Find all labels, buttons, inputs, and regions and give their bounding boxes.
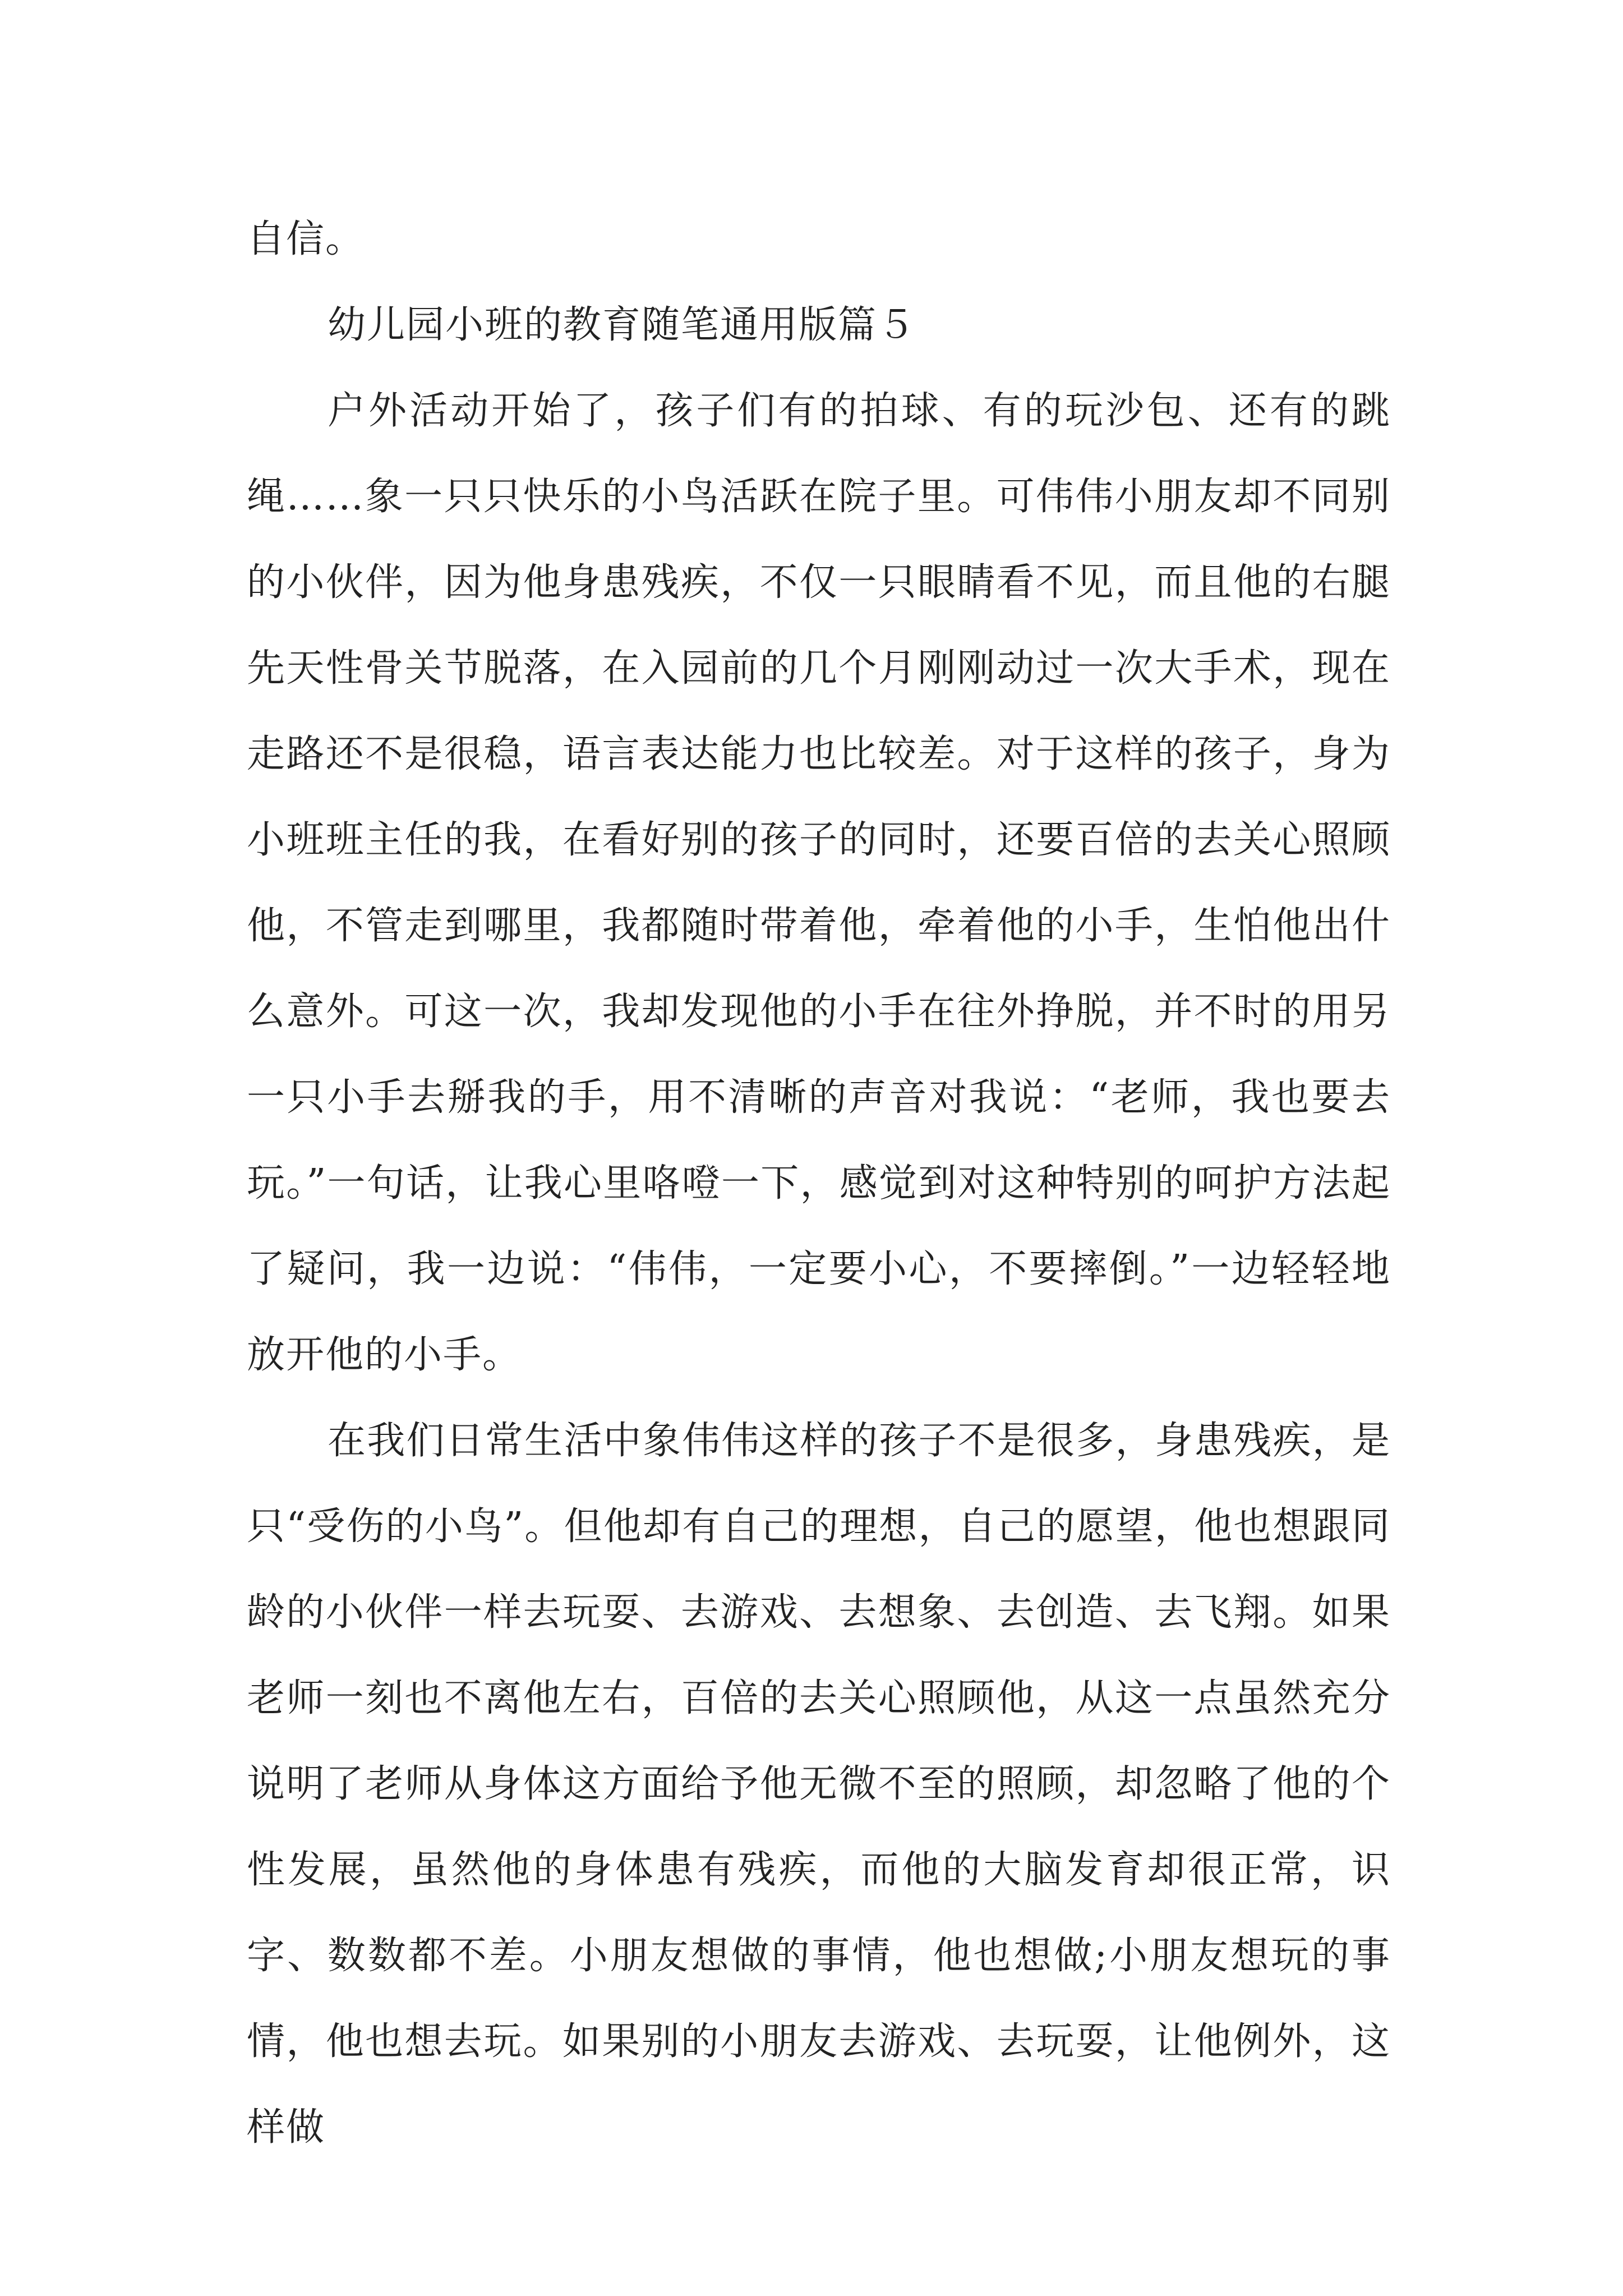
document-body [247, 196, 1391, 2170]
paragraph-1: 户外活动开始了，孩子们有的拍球、有的玩沙包、还有的跳绳……象一只只快乐的小鸟活跃在院子里。可伟伟小朋友却不同别的小伙伴，因为他身患残疾，不仅一只眼睛看不见，而且他的右腿先天性骨关节脱落，在入园前的几个月刚刚动过一次大手术，现在走路还不是很稳，语言表达能力也比较差。对于这样的孩子，身为小班班主任的我，在看好别的孩子的同时，还要百倍的去关心照顾他，不管走到哪里，我都随时带着他，牵着他的小手，生怕他出什么意外。可这一次，我却发现他的小手在往外挣脱，并不时的用另一只小手去掰我的手，用不清晰的声音对我说：“老师，我也要去玩。”一句话，让我心里咯噔一下，感觉到对这种特别的呵护方法起了疑问，我一边说：“伟伟，一定要小心，不要摔倒。”一边轻轻地放开他的小手。 [247, 389, 1391, 1377]
section-title: 幼儿园小班的教育随笔通用版篇５ [328, 303, 917, 347]
paragraph-2: 在我们日常生活中象伟伟这样的孩子不是很多，身患残疾，是只“受伤的小鸟”。但他却有自己的理想，自己的愿望，他也想跟同龄的小伙伴一样去玩耍、去游戏、去想象、去创造、去飞翔。如果老师一刻也不离他左右，百倍的去关心照顾他，从这一点虽然充分说明了老师从身体这方面给予他无微不至的照顾，却忽略了他的个性发展，虽然他的身体患有残疾，而他的大脑发育却很正常，识字、数数都不差。小朋友想做的事情，他也想做;小朋友想玩的事情，他也想去玩。如果别的小朋友去游戏、去玩耍，让他例外，这样做 [247, 1419, 1391, 2150]
lead-fragment: 自信。 [247, 217, 365, 261]
